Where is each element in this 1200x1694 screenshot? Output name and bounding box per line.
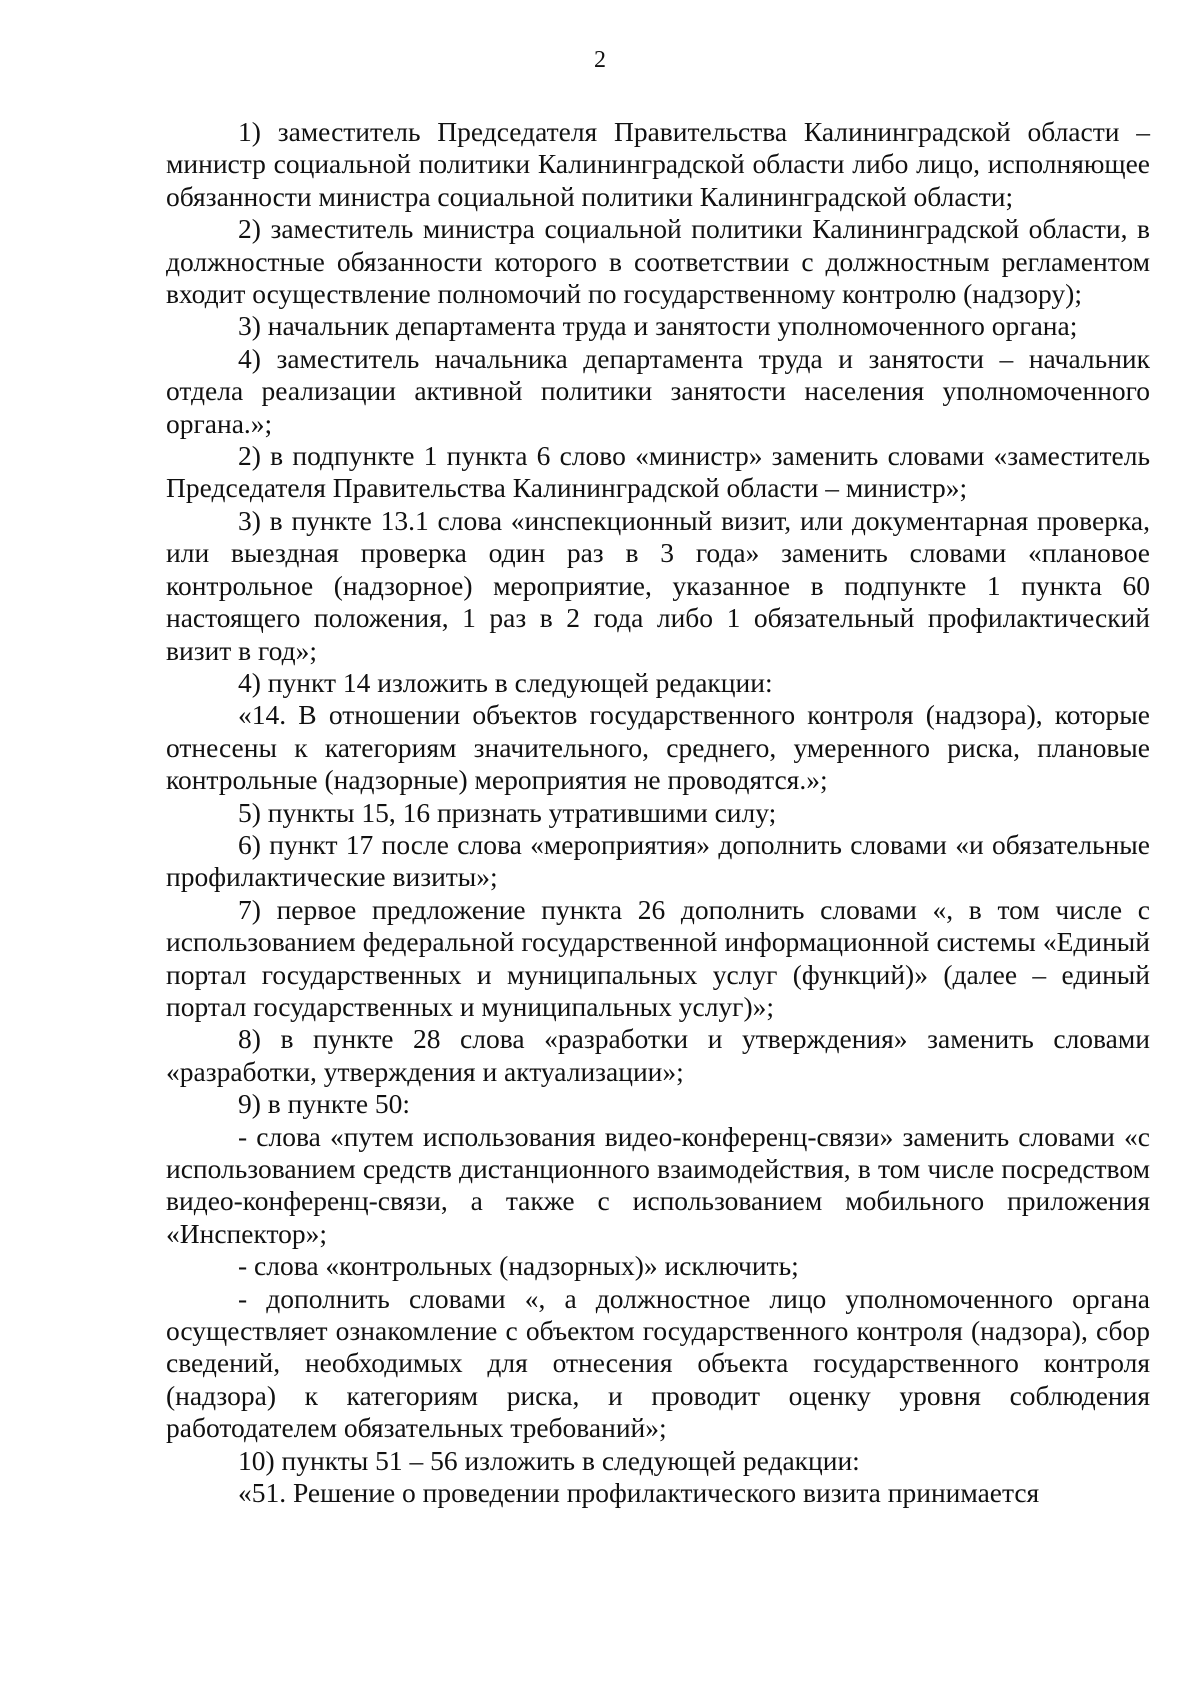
paragraph: 4) заместитель начальника департамента труда и занятости – начальник отдела реализации активной политики занятости населения уполномоченного органа.»; [166,342,1150,439]
paragraph: - слова «контрольных (надзорных)» исключить; [238,1250,799,1282]
paragraph: 3) в пункте 13.1 слова «инспекционный визит, или документарная проверка, или выездная проверка один раз в 3 года» заменить словами «плановое контрольное (надзорное) мероприятие, указанное в подпункте 1 пункта 60 настоящего положения, 1 раз в 2 года либо 1 обязательный профилактический визит в год»; [166,504,1150,666]
paragraph: 10) пункты 51 – 56 изложить в следующей редакции: [238,1444,860,1476]
paragraph: 1) заместитель Председателя Правительства Калининградской области – министр социальной политики Калининградской области либо лицо, исполняющее обязанности министра социальной политики Калининградской области; [166,116,1150,212]
paragraph: 2) заместитель министра социальной политики Калининградской области, в должностные обязанности которого в соответствии с должностным регламентом входит осуществление полномочий по государственному контролю (надзору); [166,213,1150,310]
paragraph: 5) пункты 15, 16 признать утратившими силу; [238,796,777,828]
paragraph: 8) в пункте 28 слова «разработки и утверждения» заменить словами «разработки, утверждения и актуализации»; [166,1023,1150,1087]
paragraph: 4) пункт 14 изложить в следующей редакции: [238,666,773,698]
paragraph: «51. Решение о проведении профилактического визита принимается [238,1477,1040,1509]
paragraph: 9) в пункте 50: [238,1088,411,1120]
paragraph: 7) первое предложение пункта 26 дополнить словами «, в том числе с использованием федеральной государственной информационной системы «Единый портал государственных и муниципальных услуг (функций)» (далее – единый портал государственных и муниципальных услуг)»; [166,893,1150,1022]
paragraph: 3) начальник департамента труда и занятости уполномоченного органа; [238,310,1078,342]
paragraph: - слова «путем использования видео-конференц-связи» заменить словами «с использованием средств дистанционного взаимодействия, в том числе посредством видео-конференц-связи, а также с использованием мобильного приложения «Инспектор»; [166,1120,1150,1249]
document-body [166,116,1150,1509]
paragraph: «14. В отношении объектов государственного контроля (надзора), которые отнесены к категориям значительного, среднего, умеренного риска, плановые контрольные (надзорные) мероприятия не проводятся.»; [166,699,1150,796]
paragraph: - дополнить словами «, а должностное лицо уполномоченного органа осуществляет ознакомление с объектом государственного контроля (надзора), сбор сведений, необходимых для отнесения объекта государственного контроля (надзора) к категориям риска, и проводит оценку уровня соблюдения работодателем обязательных требований»; [166,1282,1150,1444]
page-number: 2 [594,47,606,73]
paragraph: 6) пункт 17 после слова «мероприятия» дополнить словами «и обязательные профилактические визиты»; [166,828,1150,893]
paragraph: 2) в подпункте 1 пункта 6 слово «министр» заменить словами «заместитель Председателя Правительства Калининградской области – министр»; [166,440,1150,504]
